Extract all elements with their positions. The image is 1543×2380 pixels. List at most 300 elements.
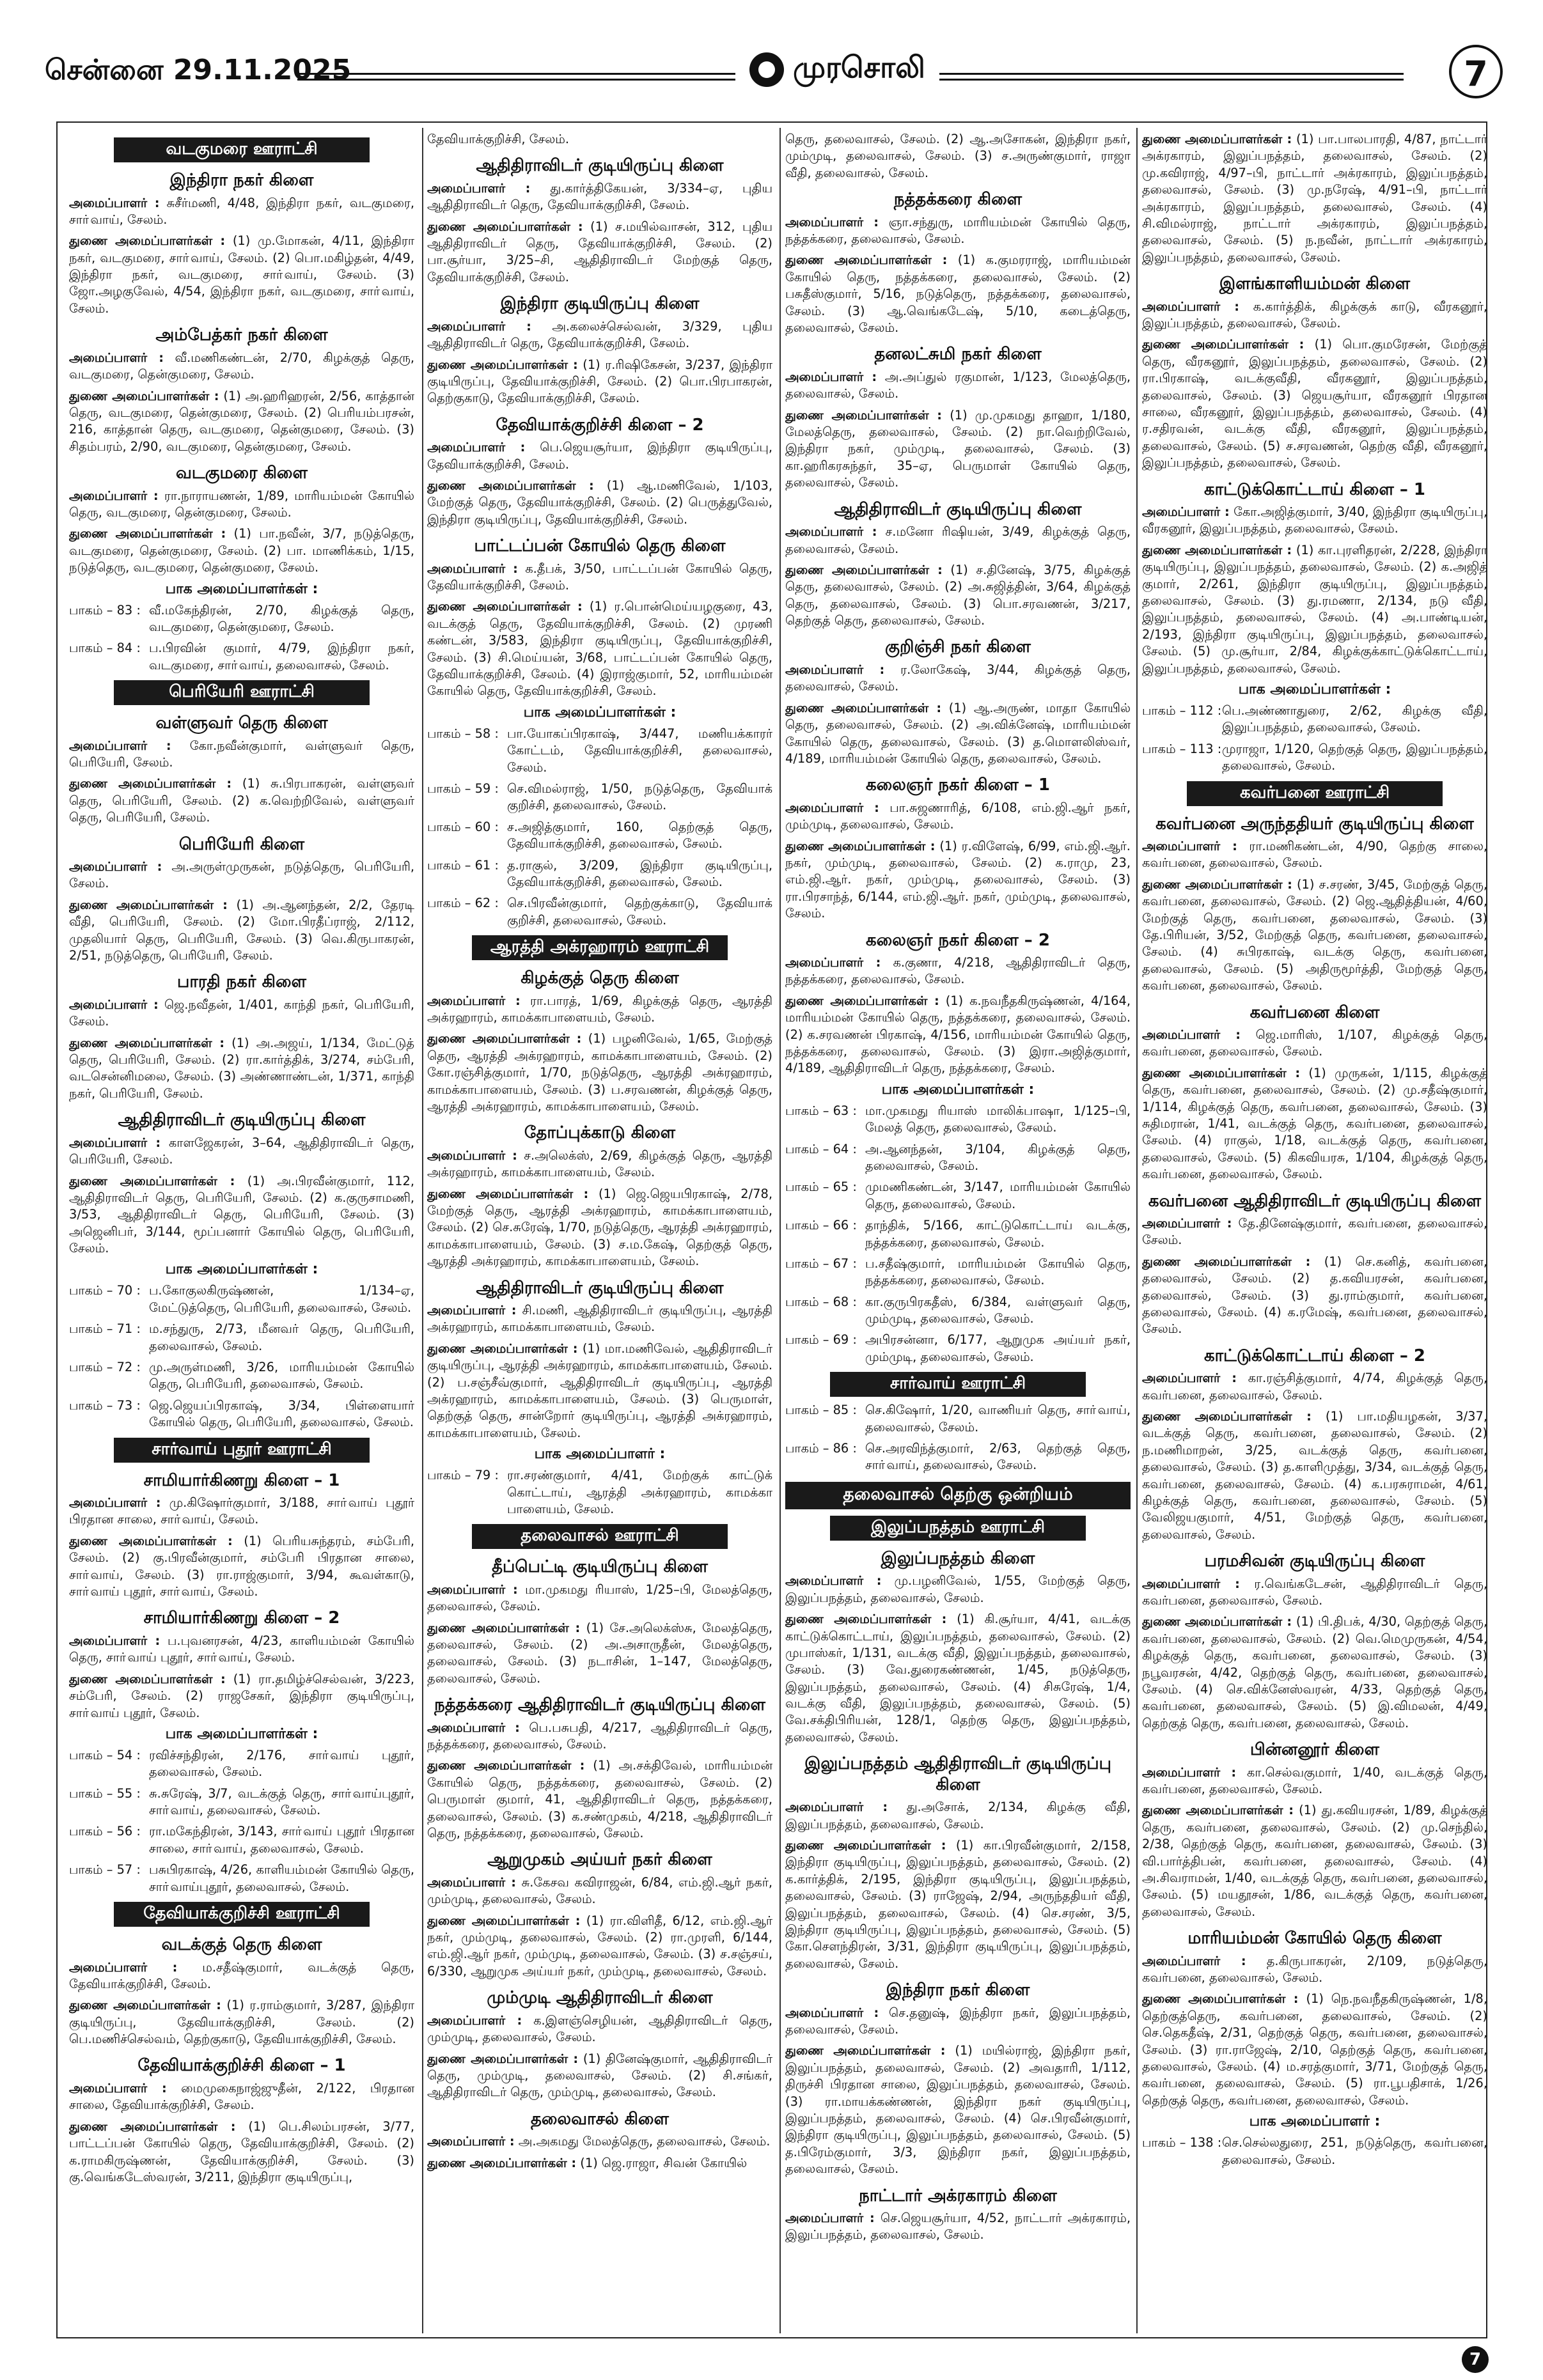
booth-text: தாந்திக், 5/166, காட்டுகொட்டாய் வடக்கு, நத்தக்கரை, தலைவாசல், சேலம். (865, 1218, 1131, 1250)
booth-label: பாகம் – 73 : (69, 1397, 141, 1413)
branch-heading: தேவியாக்குறிச்சி கிளை – 1 (137, 2056, 346, 2076)
branch-heading: கிழக்குத் தெரு கிளை (521, 968, 679, 988)
branch-heading: இந்திரா குடியிருப்பு கிளை (500, 294, 700, 314)
entry (69, 233, 414, 317)
booth-label: பாகம் – 72 : (69, 1360, 141, 1375)
entry-text: (1) ச.தினேஷ், 3/75, கிழக்குத் தெரு, தலைவாசல், சேலம். (2) அ.சுஜித்தின், 3/64, கிழக்குத் தெரு, தலைவாசல், சேலம். (3) பொ.சரவணன், 3/217, தெற்குத் தெரு, தலைவாசல், சேலம். (785, 562, 1131, 628)
role-label: துணை அமைப்பாளர்கள் : (427, 2155, 577, 2170)
entry-text: (1) அ.பிரவீன்குமார், 112, ஆதிதிராவிடர் தெரு, பெரியேரி, சேலம். (2) க.குருசாமணி, 3/53, ஆதிதிராவிடர் தெரு, பெரியேரி, சேலம். (3) அஜெனிபர், 3/144, மூப்பனார் கோயில் தெரு, பெரியேரி, சேலம். (69, 1173, 414, 1256)
entry-text: ச.அலெக்ஸ், 2/69, கிழக்குத் தெரு, ஆரத்தி அக்ரஹாரம், காமக்காபாளையம், சேலம். (427, 1147, 772, 1180)
entry (1142, 876, 1487, 995)
booth-label: பாகம் – 57 : (69, 1862, 141, 1878)
entry-text: ஜெ.நவீதன், 1/401, காந்தி நகர், பெரியேரி, சேலம். (69, 997, 414, 1029)
role-label: துணை அமைப்பாளர்கள் : (69, 897, 228, 912)
column-divider (1136, 128, 1138, 2333)
role-label: துணை அமைப்பாளர்கள் : (69, 1035, 225, 1050)
entry-text: வீ.மணிகண்டன், 2/70, கிழக்குத் தெரு, வடகுமரை, தென்குமரை, சேலம். (69, 350, 414, 382)
role-label: துணை அமைப்பாளர்கள் : (785, 993, 939, 1008)
role-label: அமைப்பாளர் : (1142, 1764, 1237, 1780)
section-subheading: பாக அமைப்பாளர்கள் : (881, 1081, 1035, 1098)
role-label: துணை அமைப்பாளர்கள் : (427, 1186, 589, 1201)
branch-heading: தீப்பெட்டி குடியிருப்பு கிளை (492, 1557, 708, 1577)
booth-entry (69, 1282, 414, 1316)
entry (785, 524, 1131, 557)
entry-text: (1) க.நவநீதகிருஷ்ணன், 4/164, மாரியம்மன் கோயில் தெரு, நத்தக்கரை, தலைவாசல், சேலம். (2) க.சரவணன் பிரகாஷ், 4/156, மாரியம்மன் கோயில் தெரு, நத்தக்கரை, தலைவாசல், சேலம். (3) இரா.அஜித்குமார், 4/189, ஆதிதிராவிடர் தெரு, நத்தக்கரை, சேலம். (785, 993, 1131, 1076)
entry (785, 1799, 1131, 1833)
role-label: அமைப்பாளர் : (427, 1147, 517, 1163)
booth-entry (69, 602, 414, 636)
entry (1142, 299, 1487, 332)
role-label: அமைப்பாளர் : (1142, 1576, 1240, 1591)
booth-entry (785, 1141, 1131, 1175)
entry-text: கா.செல்வகுமார், 1/40, வடக்குத் தெரு, கவர்பனை, தலைவாசல், சேலம். (1142, 1764, 1487, 1797)
role-label: அமைப்பாளர் : (1142, 299, 1240, 314)
booth-entry (785, 1440, 1131, 1474)
entry (427, 561, 772, 595)
entry-text: அ.அகமது மேலத்தெரு, தலைவாசல், சேலம். (518, 2134, 771, 2149)
booth-text: முராஜா, 1/120, தெற்குத் தெரு, இலுப்பநத்தம், தலைவாசல், சேலம். (1222, 741, 1487, 774)
booth-label: பாகம் – 60 : (427, 819, 499, 834)
panchayat-heading: தேவியாக்குறிச்சி ஊராட்சி (114, 1902, 370, 1927)
booth-label: பாகம் – 59 : (427, 781, 499, 796)
entry (785, 1611, 1131, 1746)
entry (427, 1186, 772, 1270)
entry-text: கோ.அஜித்குமார், 3/40, இந்திரா குடியிருப்பு, வீரகனூர், இலுப்பநத்தம், தலைவாசல், சேலம். (1142, 504, 1487, 536)
booth-text: த.ராகுல், 3/209, இந்திரா குடியிருப்பு, தேவியாக்குறிச்சி, தலைவாசல், சேலம். (507, 857, 772, 889)
booth-label: பாகம் – 79 : (427, 1468, 499, 1483)
booth-entry (69, 1747, 414, 1781)
entry (785, 2042, 1131, 2177)
entry-text: சி.மணி, ஆதிதிராவிடர் குடியிருப்பு, ஆரத்தி அக்ரஹாரம், காமக்காபாளையம், சேலம். (427, 1303, 772, 1335)
entry (1142, 1408, 1487, 1543)
entry (69, 1135, 414, 1169)
entry (427, 2155, 772, 2172)
booth-entry (69, 640, 414, 674)
entry-text: (1) சே.அலெக்ஸ்சு, மேலத்தெரு, தலைவாசல், சேலம். (2) அ.அசாருதீன், மேலத்தெரு, தலைவாசல், சேலம். (3) நடாசின், 1–147, மேலத்தெரு, தலைவாசல், சேலம். (427, 1620, 772, 1686)
booth-label: பாகம் – 58 : (427, 726, 499, 741)
entry (69, 1671, 414, 1722)
panchayat-heading: சார்வாய் ஊராட்சி (830, 1372, 1086, 1397)
entry (1142, 1254, 1487, 1338)
entry-text: (1) ஜெ.ஜெயபிரகாஷ், 2/78, மேற்குத் தெரு, ஆரத்தி அக்ரஹாரம், காமக்காபாளையம், சேலம். (2) செ.சுரேஷ், 1/70, நடுத்தெரு, ஆரத்தி அக்ரஹாரம், காமக்காபாளையம், சேலம். (3) ச.ம.கேஷ், தெற்குத் தெரு, ஆரத்தி அக்ரஹாரம், காமக்காபாளையம், சேலம். (427, 1186, 772, 1269)
booth-text: ரா.மகேந்திரன், 3/143, சாா்வாய் புதூர் பிரதான சாலை, சாா்வாய், தலைவாசல், சேலம். (149, 1824, 414, 1856)
booth-text: மா.முகமது ரியாஸ் மாலிக்பாஷா, 1/125–பி, மேலத் தெரு, தலைவாசல், சேலம். (865, 1103, 1131, 1135)
booth-entry (785, 1294, 1131, 1328)
entry (1142, 1802, 1487, 1920)
booth-text: ச.அஜித்குமார், 160, தெற்குத் தெரு, தேவியாக்குறிச்சி, தலைவாசல், சேலம். (507, 819, 772, 852)
entry-text: (1) அ.சக்திவேல், மாரியம்மன் கோயில் தெரு, நத்தக்கரை, தலைவாசல், சேலம். (2) பெருமாள் குமார், 41, ஆதிதிராவிடர் தெரு, நத்தக்கரை, தலைவாசல், சேலம். (3) க.சண்முகம், 4/218, ஆதிதிராவிடர் தெரு, நத்தக்கரை, தலைவாசல், சேலம். (427, 1758, 772, 1841)
entry-text: (1) அ.அஜய், 1/134, மேட்டுத் தெரு, பெரியேரி, சேலம். (2) ரா.கார்த்திக், 3/274, சம்பேரி, வடசென்னிமலை, சேலம். (3) அண்ணாண்டன், 1/371, காந்தி நகர், பெரியேரி, சேலம். (69, 1035, 414, 1101)
entry-text: (1) நெ.நவநீதகிருஷ்ணன், 1/8, தெற்குத்தெரு, கவர்பனை, தலைவாசல், சேலம். (2) செ.தெகதீஷ், 2/31, தெற்குத் தெரு, கவர்பனை, தலைவாசல், சேலம். (3) ரா.ராஜேஷ், 2/10, தெற்குத் தெரு, கவர்பனை, தலைவாசல், சேலம். (4) ம.சரத்குமார், 3/71, மேற்குத் தெரு, கவர்பனை, தலைவாசல், சேலம். (5) ரா.பூபதிசாக், 1/26, தெற்குத் தெரு, கவர்பனை, தலைவாசல், சேலம். (1142, 1991, 1487, 2108)
branch-heading: மாரியம்மன் கோயில் தெரு கிளை (1187, 1929, 1442, 1948)
branch-heading: வடகுமரை கிளை (176, 463, 308, 483)
entry (1142, 838, 1487, 872)
booth-entry (69, 1862, 414, 1895)
branch-heading: மும்முடி ஆதிதிராவிடர் கிளை (487, 1988, 713, 2008)
newspaper-logo-icon (749, 52, 784, 87)
entry (69, 1173, 414, 1257)
role-label: துணை அமைப்பாளர்கள் : (1142, 132, 1292, 146)
entry (69, 350, 414, 384)
branch-heading: தனலட்சுமி நகர் கிளை (874, 345, 1042, 364)
masthead (45, 45, 1503, 102)
role-label: அமைப்பாளர் : (785, 2005, 879, 2020)
role-label: அமைப்பாளர் : (427, 2012, 522, 2028)
role-label: அமைப்பாளர் : (427, 1720, 520, 1735)
entry (427, 1341, 772, 1442)
role-label: அமைப்பாளர் : (785, 524, 877, 540)
entry (1142, 1576, 1487, 1610)
role-label: துணை அமைப்பாளர்கள் : (1142, 1991, 1299, 2007)
entry (785, 2210, 1131, 2244)
role-label: துணை அமைப்பாளர்கள் : (69, 526, 226, 541)
booth-text: பெ.அண்ணாதுரை, 2/62, கிழக்கு வீதி, இலுப்பநத்தம், தலைவாசல், சேலம். (1222, 703, 1487, 735)
role-label: துணை அமைப்பாளர்கள் : (69, 233, 226, 249)
booth-label: பாகம் – 66 : (785, 1218, 857, 1233)
entry-text: ம.சதீஷ்குமார், வடக்குத் தெரு, தேவியாக்குறிச்சி, சேலம். (69, 1959, 414, 1991)
role-label: அமைப்பாளர் : (69, 859, 162, 875)
role-label: அமைப்பாளர் : (785, 955, 881, 970)
role-label: துணை அமைப்பாளர்கள் : (785, 1838, 946, 1853)
entry-text: (1) க.குமரராஜ், மாரியம்மன் கோயில் தெரு, நத்தக்கரை, தலைவாசல், சேலம். (2) பசுதீஸ்குமார், 5/16, நடுத்தெரு, நத்தக்கரை, தலைவாசல், சேலம். (3) ஆ.வெங்கடேஷ், 5/10, கடைத்தெரு, தலைவாசல், சேலம். (785, 253, 1131, 336)
entry (69, 859, 414, 892)
booth-text: அபிரசன்னா, 6/177, ஆறுமுக அய்யர் நகர், மும்முடி, தலைவாசல், சேலம். (865, 1332, 1131, 1364)
booth-text: வீ.மகேந்திரன், 2/70, கிழக்குத் தெரு, வடகுமரை, தென்குமரை, சேலம். (149, 602, 414, 634)
entry-text: ச.மனோ ரிஷியன், 3/49, கிழக்குத் தெரு, தலைவாசல், சேலம். (785, 524, 1131, 556)
branch-heading: காட்டுக்கொட்டாய் கிளை – 2 (1203, 1346, 1426, 1365)
entry (785, 369, 1131, 403)
entry (427, 1031, 772, 1115)
booth-text: ரா.சரண்குமார், 4/41, மேற்குக் காட்டுக் கொட்டாய், ஆரத்தி அக்ரஹாரம், காமக்கா பாளையம், சேலம். (507, 1468, 772, 1516)
panchayat-heading: கவர்பனை ஊராட்சி (1187, 781, 1443, 806)
booth-entry (785, 1332, 1131, 1365)
entry (427, 2051, 772, 2101)
booth-entry (1142, 2135, 1487, 2168)
entry-text: க.தீபக், 3/50, பாட்டப்பன் கோயில் தெரு, தேவியாக்குறிச்சி, சேலம். (427, 561, 772, 593)
booth-entry (69, 1321, 414, 1355)
booth-entry (69, 1785, 414, 1819)
entry-text: செ.ஜெயசூர்யா, 4/52, நாட்டார் அக்ரகாரம், இலுப்பநத்தம், தலைவாசல், சேலம். (785, 2211, 1131, 2243)
booth-label: பாகம் – 85 : (785, 1403, 857, 1418)
entry-text: (1) பா.மதியழகன், 3/37, வடக்குத் தெரு, கவர்பனை, தலைவாசல், சேலம். (2) ந.மணிமாறன், 3/25, வடக்குத் தெரு, கவர்பனை, தலைவாசல், சேலம். (3) த.காளிமுத்து, 3/34, வடக்குத் தெரு, கவர்பனை, தலைவாசல், சேலம். (4) க.பரசுராமன், 4/61, கிழக்குத் தெரு, கவர்பனை, தலைவாசல், சேலம். (5) வேலிஜயகுமார், 4/51, மேற்குத் தெரு, கவர்பனை, தலைவாசல், சேலம். (1142, 1409, 1487, 1542)
entry (427, 478, 772, 528)
entry (427, 1620, 772, 1688)
entry (1142, 1027, 1487, 1061)
entry (785, 954, 1131, 988)
booth-label: பாகம் – 62 : (427, 896, 499, 911)
booth-entry (69, 1823, 414, 1857)
branch-heading: நத்தக்கரை ஆதிதிராவிடர் குடியிருப்பு கிளை (434, 1695, 765, 1715)
newspaper-name: முரசொலி (793, 50, 925, 84)
role-label: அமைப்பாளர் : (69, 488, 159, 503)
role-label: துணை அமைப்பாளர்கள் : (785, 253, 948, 268)
entry-text: தே.தினேஷ்குமார், கவர்பனை, தலைவாசல், சேலம். (1142, 1216, 1487, 1248)
entry-text: (1) து.கவியரசன், 1/89, கிழக்குத் தெரு, கவர்பனை, தலைவாசல், சேலம். (2) மு.செந்தில், 2/38, தெற்குத் தெரு, கவர்பனை, தலைவாசல், சேலம். (3) வி.பார்த்திபன், கவர்பனை, தலைவாசல், சேலம். (4) அ.சிவராமன், 1/40, வடக்குத் தெரு, கவர்பனை, தலைவாசல், சேலம். (5) மயதூசன், 1/86, வடக்குத் தெரு, கவர்பனை, தலைவாசல், சேலம். (1142, 1803, 1487, 1919)
entry (427, 357, 772, 407)
entry (785, 700, 1131, 768)
column-divider (779, 128, 781, 2333)
role-label: அமைப்பாளர் : (69, 738, 171, 753)
booth-entry (427, 781, 772, 814)
entry-text: (1) சு.பிரபாகரன், வள்ளுவர் தெரு, பெரியேரி, சேலம். (2) க.வெற்றிவேல், வள்ளுவர் தெரு, பெரியேரி, சேலம். (69, 776, 414, 825)
panchayat-heading: ஆரத்தி அக்ரஹாரம் ஊராட்சி (472, 935, 728, 960)
entry-text: (1) ர.ராம்குமார், 3/287, இந்திரா குடியிருப்பு, தேவியாக்குறிச்சி, சேலம். (2) பெ.மணிச்செல்வம், தெற்குகாடு, தேவியாக்குறிச்சி, சேலம். (69, 1998, 414, 2047)
entry-text: து.கார்த்திகேயன், 3/334–ஏ, புதிய ஆதிதிராவிடர் தெரு, தேவியாக்குறிச்சி, சேலம். (427, 180, 772, 213)
role-label: அமைப்பாளர் : (69, 1633, 161, 1648)
role-label: அமைப்பாளர் : (69, 1495, 161, 1511)
booth-entry (427, 895, 772, 929)
entry-text: தெரு, தலைவாசல், சேலம். (2) ஆ.அசோகன், இந்திரா நகர், மும்முடி, தலைவாசல், சேலம். (3) ச.அருண்குமார், ராஜா வீதி, தலைவாசல், சேலம். (785, 132, 1131, 180)
entry (69, 775, 414, 826)
panchayat-heading: சார்வாய் புதூர் ஊராட்சி (114, 1438, 370, 1463)
entry (69, 525, 414, 576)
entry-text: (1) செ.கனித், கவர்பனை, தலைவாசல், சேலம். (2) த.கவியரசன், கவர்பனை, தலைவாசல், சேலம். (3) து.ராம்குமார், கவர்பனை, தலைவாசல், சேலம். (4) க.ரமேஷ், கவர்பனை, தலைவாசல், சேலம். (1142, 1254, 1487, 1337)
entry (427, 2012, 772, 2046)
role-label: துணை அமைப்பாளர்கள் : (69, 1998, 221, 2013)
entry (427, 993, 772, 1027)
branch-heading: பெரியேரி கிளை (178, 834, 305, 854)
booth-label: பாகம் – 54 : (69, 1747, 141, 1762)
booth-entry (69, 1397, 414, 1431)
union-heading: தலைவாசல் தெற்கு ஒன்றியம் (785, 1482, 1131, 1509)
branch-heading: தோப்புக்காடு கிளை (524, 1123, 676, 1143)
branch-heading: வடக்குத் தெரு கிளை (161, 1935, 322, 1955)
entry (69, 2119, 414, 2186)
entry (427, 1874, 772, 1908)
entry (785, 1573, 1131, 1606)
entry (69, 2080, 414, 2114)
entry-text: கோ.நவீன்குமார், வள்ளுவர் தெரு, பெரியேரி, சேலம். (69, 738, 414, 770)
role-label: துணை அமைப்பாளர்கள் : (785, 700, 942, 715)
entry (69, 388, 414, 456)
entry-text: பா.சுஜணாரித், 6/108, எம்.ஜி.ஆர் நகர், மும்முடி, தலைவாசல், சேலம். (785, 800, 1131, 832)
article-column-1 (69, 131, 414, 2330)
branch-heading: ஆறுமுகம் அய்யர் நகர் கிளை (487, 1850, 712, 1870)
entry-text: து.அசோக், 2/134, கிழக்கு வீதி, இலுப்பநத்தம், தலைவாசல், சேலம். (785, 1800, 1131, 1832)
role-label: துணை அமைப்பாளர்கள் : (427, 1758, 585, 1773)
entry (427, 1913, 772, 1980)
booth-label: பாகம் – 70 : (69, 1283, 141, 1298)
role-label: அமைப்பாளர் : (1142, 1953, 1246, 1968)
role-label: துணை அமைப்பாளர்கள் : (785, 407, 943, 423)
booth-text: ஜெ.ஜெயப்பிரகாஷ், 3/34, பிள்ளையார் கோயில் தெரு, பெரியேரி, தலைவாசல், சேலம். (149, 1397, 414, 1430)
role-label: துணை அமைப்பாளர்கள் : (427, 357, 578, 372)
branch-heading: கலைஞர் நகர் கிளை – 2 (866, 930, 1050, 950)
booth-text: பசுபிரகாஷ், 4/26, காளியம்மன் கோயில் தெரு, சாா்வாய்புதூர், தலைவாசல், சேலம். (149, 1862, 414, 1894)
entry-text: (1) தினேஷ்குமார், ஆதிதிராவிடர் தெரு, மும்முடி, தலைவாசல், சேலம். (2) சி.சங்கர், ஆதிதிராவிடர் தெரு, மும்முடி, தலைவாசல், சேலம். (427, 2051, 772, 2100)
booth-entry (427, 857, 772, 891)
entry (785, 1837, 1131, 1972)
entry (69, 738, 414, 772)
booth-entry (785, 1179, 1131, 1213)
entry-text: மைமுகைநாஜ்ஜுதீன், 2/122, பிரதான சாலை, தேவியாக்குறிச்சி, சேலம். (69, 2080, 414, 2113)
booth-entry (427, 819, 772, 853)
branch-heading: வள்ளுவர் தெரு கிளை (155, 713, 328, 733)
entry (427, 180, 772, 214)
entry (69, 1997, 414, 2048)
entry (1142, 1215, 1487, 1249)
entry-text: (1) பெரியசுந்தரம், சம்பேரி, சேலம். (2) கு.பிரவீன்குமார், சம்பேரி பிரதான சாலை, சாா்வாய், சேலம். (3) ரா.ராஜ்குமார், 3/94, கூவள்காடு, சாா்வாய் புதூர், சாா்வாய், சேலம். (69, 1533, 414, 1599)
entry-text: ரா.பாரத், 1/69, கிழக்குத் தெரு, ஆரத்தி அக்ரஹாரம், காமக்காபாளையம், சேலம். (427, 993, 772, 1025)
entry (785, 838, 1131, 922)
booth-label: பாகம் – 65 : (785, 1179, 857, 1195)
role-label: அமைப்பாளர் : (69, 2080, 167, 2096)
branch-heading: இந்திரா நகர் கிளை (886, 1980, 1030, 2000)
entry-text: (1) ச.சரண், 3/45, மேற்குத் தெரு, கவர்பனை, தலைவாசல், சேலம். (2) ஜெ.ஆதித்தியன், 4/60, மேற்குத் தெரு, கவர்பனை, தலைவாசல், சேலம். (3) தே.பிரியன், 3/52, மேற்குத் தெரு, கவர்பனை, தலைவாசல், சேலம். (4) சுபிரகாஷ், வடக்கு தெரு, கவர்பனை, தலைவாசல், சேலம். (5) அதிருமூர்த்தி, மேற்குத் தெரு, கவர்பனை, தலைவாசல், சேலம். (1142, 876, 1487, 993)
role-label: அமைப்பாளர் : (1142, 1371, 1237, 1386)
section-subheading: பாக அமைப்பாளர்கள் : (523, 704, 677, 720)
role-label: அமைப்பாளர் : (1142, 1027, 1241, 1043)
role-label: அமைப்பாளர் : (1142, 839, 1237, 853)
booth-entry (785, 1256, 1131, 1289)
entry (1142, 336, 1487, 471)
entry (785, 800, 1131, 834)
entry-text: பெ.ஜெயசூர்யா, இந்திரா குடியிருப்பு, தேவியாக்குறிச்சி, சேலம். (427, 440, 772, 472)
panchayat-heading: வடகுமரை ஊராட்சி (114, 137, 370, 162)
booth-text: ப.சதீஷ்குமார், மாரியம்மன் கோயில் தெரு, நத்தக்கரை, தலைவாசல், சேலம். (865, 1256, 1131, 1288)
branch-heading: இந்திரா நகர் கிளை (169, 171, 314, 190)
booth-text: சு.சுரேஷ், 3/7, வடக்குத் தெரு, சாா்வாய்புதூர், சாா்வாய், தலைவாசல், சேலம். (149, 1785, 414, 1818)
booth-text: செ.விமல்ராஜ், 1/50, நடுத்தெரு, தேவியாக் குறிச்சி, தலைவாசல், சேலம். (507, 781, 772, 813)
booth-entry (427, 726, 772, 776)
entry-text: மா.முகமது ரியாஸ், 1/25–பி, மேலத்தெரு, தலைவாசல், சேலம். (427, 1582, 772, 1614)
booth-label: பாகம் – 138 : (1142, 2135, 1222, 2151)
page-number-badge: 7 (1449, 45, 1503, 98)
branch-heading: கவர்பனை அருந்ததியர் குடியிருப்பு கிளை (1155, 814, 1474, 834)
role-label: அமைப்பாளர் : (69, 1959, 178, 1975)
role-label: அமைப்பாளர் : (69, 195, 160, 210)
branch-heading: நத்தக்கரை கிளை (893, 190, 1022, 210)
branch-heading: ஆதிதிராவிடர் குடியிருப்பு கிளை (834, 499, 1082, 519)
booth-entry (69, 1359, 414, 1393)
entry (427, 318, 772, 352)
booth-entry (785, 1217, 1131, 1251)
role-label: அமைப்பாளர் : (427, 1874, 516, 1890)
entry (69, 1495, 414, 1528)
entry-text: (1) பெ.சிலம்பரசன், 3/77, பாட்டப்பன் கோயில் தெரு, தேவியாக்குறிச்சி, சேலம். (2) க.ராமகிருஷ்ணன், தேவியாக்குறிச்சி, சேலம். (3) கு.வெங்கடேஸ்வரன், 3/211, இந்திரா குடியிருப்பு, (69, 2119, 414, 2184)
branch-heading: சாமியார்கிணறு கிளை – 2 (143, 1608, 340, 1628)
footer-page-number: 7 (1462, 2346, 1489, 2373)
branch-heading: அம்பேத்கர் நகர் கிளை (155, 325, 328, 345)
branch-heading: சாமியார்கிணறு கிளை – 1 (143, 1470, 340, 1490)
role-label: துணை அமைப்பாளர்கள் : (69, 1173, 235, 1188)
role-label: துணை அமைப்பாளர்கள் : (1142, 1254, 1311, 1269)
branch-heading: நாட்டார் அக்ரகாரம் கிளை (859, 2186, 1057, 2205)
booth-text: ம.சந்துரு, 2/73, மீனவர் தெரு, பெரியேரி, தலைவாசல், சேலம். (149, 1321, 414, 1353)
entry (69, 1959, 414, 1993)
role-label: அமைப்பாளர் : (427, 2134, 515, 2149)
entry-text: மு.கிஷோர்குமார், 3/188, சாா்வாய் புதூர் பிரதான சாலை, சாா்வாய், சேலம். (69, 1495, 414, 1527)
entry (1142, 1065, 1487, 1183)
entry-text: (1) அ.ஹரிஹரன், 2/56, காத்தான் தெரு, வடகுமரை, தென்குமரை, சேலம். (2) பெரியம்பரசன், 216, காத்தான் தெரு, வடகுமரை, தென்குமரை, சேலம். (3) சிதம்பரம், 2/90, வடகுமரை, தென்குமரை, சேலம். (69, 388, 414, 454)
role-label: துணை அமைப்பாளர்கள் : (427, 1913, 581, 1928)
role-label: துணை அமைப்பாளர்கள் : (785, 2043, 946, 2058)
entry-text: த.கிருபாகரன், 2/109, நடுத்தெரு, கவர்பனை, தலைவாசல், சேலம். (1142, 1953, 1487, 1986)
role-label: அமைப்பாளர் : (427, 440, 526, 455)
role-label: துணை அமைப்பாளர்கள் : (427, 219, 583, 234)
entry-text: ர.வெங்கடேசன், ஆதிதிராவிடர் தெரு, கவர்பனை, தலைவாசல், சேலம். (1142, 1576, 1487, 1608)
entry-text: (1) கா.பிரவீன்குமார், 2/158, இந்திரா குடியிருப்பு, இலுப்பநத்தம், தலைவாசல், சேலம். (2) க.கார்த்திக், 2/195, இந்திரா குடியிருப்பு, இலுப்பநத்தம், தலைவாசல், சேலம். (3) ராஜேஷ், 2/94, அருந்ததியர் வீதி, இலுப்பநத்தம், தலைவாசல், சேலம். (4) செ.சரண், 3/5, இந்திரா குடியிருப்பு, இலுப்பநத்தம், தலைவாசல், சேலம். (5) கோ.செளந்திரன், 3/31, இந்திரா குடியிருப்பு, இலுப்பநத்தம், தலைவாசல், சேலம். (785, 1838, 1131, 1971)
role-label: அமைப்பாளர் : (785, 369, 877, 384)
section-subheading: பாக அமைப்பாளர்கள் : (165, 580, 318, 597)
entry (427, 219, 772, 286)
booth-label: பாகம் – 112 : (1142, 703, 1222, 718)
entry-text: (1) மயில்ராஜ், இந்திரா நகர், இலுப்பநத்தம், தலைவாசல், சேலம். (2) அவதாரி, 1/112, திருச்சி பிரதான சாலை, இலுப்பநத்தம், தலைவாசல், சேலம். (3) ரா.மாயக்கண்ணன், இந்திரா நகர் குடியிருப்பு, இலுப்பநத்தம், தலைவாசல், சேலம். (4) செ.பிரவீன்குமார், இந்திரா குடியிருப்பு, இலுப்பநத்தம், தலைவாசல், சேலம். (5) த.பிரேம்குமார், 3/3, இந்திரா நகர், இலுப்பநத்தம், தலைவாசல், சேலம். (785, 2043, 1131, 2177)
entry-text: (1) பழனிவேல், 1/65, மேற்குத் தெரு, ஆரத்தி அக்ரஹாரம், காமக்காபாளையம், சேலம். (2) கோ.ரஞ்சித்குமார், 1/70, நடுத்தெரு, ஆரத்தி அக்ரஹாரம், காமக்காபாளையம், சேலம். (3) ப.சரவணன், கிழக்குத் தெரு, ஆரத்தி அக்ரஹாரம், காமக்காபாளையம், சேலம். (427, 1031, 772, 1114)
role-label: அமைப்பாளர் : (427, 180, 531, 196)
entry (427, 1720, 772, 1754)
entry-text: க.குணா, 4/218, ஆதிதிராவிடர் தெரு, நத்தக்கரை, தலைவாசல், சேலம். (785, 955, 1131, 987)
entry-text: அ.கலைச்செல்வன், 3/329, புதிய ஆதிதிராவிடர் தெரு, தேவியாக்குறிச்சி, சேலம். (427, 318, 772, 351)
entry-text: அ.அருள்முருகன், நடுத்தெரு, பெரியேரி, சேலம். (69, 859, 414, 891)
entry-text: (1) மு.முகமது தாஹா, 1/180, மேலத்தெரு, தலைவாசல், சேலம். (2) நா.வெற்றிவேல், இந்திரா நகர், மும்முடி, தலைவாசல், சேலம். (3) கா.ஹரிகரசுந்தர், 35–ஏ, பெருமாள் கோயில் தெரு, தலைவாசல், சேலம். (785, 407, 1131, 490)
entry-text: கா.ரஞ்சித்குமார், 4/74, கிழக்குத் தெரு, கவர்பனை, தலைவாசல், சேலம். (1142, 1371, 1487, 1403)
role-label: அமைப்பாளர் : (69, 1135, 161, 1150)
booth-text: ப.கோகுலகிருஷ்ணன், 1/134–ஏ, மேட்டுத்தெரு, பெரியேரி, தலைவாசல், சேலம். (149, 1283, 414, 1315)
entry (69, 1633, 414, 1667)
entry (1142, 1614, 1487, 1732)
booth-label: பாகம் – 84 : (69, 641, 141, 656)
booth-label: பாகம் – 64 : (785, 1141, 857, 1156)
entry (1142, 504, 1487, 538)
entry-text: (1) ஆ.அருண், மாதா கோயில் தெரு, தலைவாசல், சேலம். (2) அ.விக்னேஷ், மாரியம்மன் கோயில் தெரு, தலைவாசல், சேலம். (3) த.மொளலிஸ்வர், 4/189, மாரியம்மன் கோயில் தெரு, தலைவாசல், சேலம். (785, 700, 1131, 766)
role-label: துணை அமைப்பாளர்கள் : (785, 838, 936, 853)
role-label: துணை அமைப்பாளர்கள் : (1142, 1065, 1301, 1080)
booth-entry (785, 1402, 1131, 1436)
branch-heading: பாரதி நகர் கிளை (176, 972, 307, 992)
entry-text: (1) ர.ரிஷிகேசன், 3/237, இந்திரா குடியிருப்பு, தேவியாக்குறிச்சி, சேலம். (2) பொ.பிரபாகரன், தெற்குகாடு, தேவியாக்குறிச்சி, சேலம். (427, 357, 772, 406)
entry-text: ரா.மணிகண்டன், 4/90, தெற்கு சாலை, கவர்பனை, தலைவாசல், சேலம். (1142, 839, 1487, 871)
booth-text: ரவிச்சந்திரன், 2/176, சாா்வாய் புதூர், தலைவாசல், சேலம். (149, 1747, 414, 1780)
booth-text: மு.அருள்மணி, 3/26, மாரியம்மன் கோயில் தெரு, பெரியேரி, தலைவாசல், சேலம். (149, 1360, 414, 1392)
role-label: அமைப்பாளர் : (1142, 504, 1230, 520)
entry (427, 598, 772, 699)
entry-text: (1) பா.பாலபாரதி, 4/87, நாட்டார் அக்ரகாரம், இலுப்பநத்தம், தலைவாசல், சேலம். (2) மு.கவிராஜ், 4/97–பி, நாட்டார் அக்ரகாரம், இலுப்பநத்தம், தலைவாசல், சேலம். (3) மு.நரேஷ், 4/91–பி, நாட்டார் அக்ரகாரம், இலுப்பநத்தம், தலைவாசல், சேலம். (4) சி.விமல்ராஜ், நாட்டார் அக்ரகாரம், இலுப்பநத்தம், தலைவாசல், சேலம். (5) ந.நவீன், நாட்டார் அக்ரகாரம், இலுப்பநத்தம், தலைவாசல், சேலம். (1142, 132, 1487, 265)
role-label: துணை அமைப்பாளர்கள் : (1142, 1803, 1294, 1818)
role-label: அமைப்பாளர் : (427, 1303, 517, 1318)
section-subheading: பாக அமைப்பாளர்கள் : (165, 1261, 318, 1278)
role-label: துணை அமைப்பாளர்கள் : (427, 478, 594, 493)
entry-text: (1) ஜெ.ராஜா, சிவன் கோயில் (580, 2155, 748, 2170)
role-label: அமைப்பாளர் : (69, 350, 164, 365)
newspaper-brand (735, 50, 939, 89)
booth-text: அ.ஆனந்தன், 3/104, கிழக்குத் தெரு, தலைவாசல், சேலம். (865, 1141, 1131, 1173)
entry (427, 1757, 772, 1842)
booth-label: பாகம் – 61 : (427, 857, 499, 873)
booth-text: கா.குருபிரகதீஸ், 6/384, வள்ளுவர் தெரு, மும்முடி, தலைவாசல், சேலம். (865, 1294, 1131, 1326)
issue-date: சென்னை 29.11.2025 (45, 54, 352, 86)
role-label: அமைப்பாளர் : (1142, 1216, 1232, 1231)
entry-text: (1) ச.மயில்வாசன், 312, புதிய ஆதிதிராவிடர் தெரு, தேவியாக்குறிச்சி, சேலம். (2) பா.சூர்யா, 3/25–சி, ஆதிதிராவிடர் மேற்குத் தெரு, தேவியாக்குறிச்சி, சேலம். (427, 219, 772, 284)
branch-heading: ஆதிதிராவிடர் குடியிருப்பு கிளை (476, 156, 724, 176)
role-label: அமைப்பாளர் : (427, 1582, 518, 1597)
entry-text: ப.புவனரசன், 4/23, காளியம்மன் கோயில் தெரு, சாா்வாய் புதூர், சாா்வாய், சேலம். (69, 1633, 414, 1665)
branch-heading: பரமசிவன் குடியிருப்பு கிளை (1204, 1552, 1425, 1571)
entry-text: க.கார்த்திக், கிழக்குக் காடு, வீரகனூர், இலுப்பநத்தம், தலைவாசல், சேலம். (1142, 299, 1487, 331)
branch-heading: காட்டுக்கொட்டாய் கிளை – 1 (1203, 479, 1426, 499)
booth-label: பாகம் – 83 : (69, 602, 141, 618)
entry (69, 897, 414, 965)
branch-heading: இலுப்பநத்தம் கிளை (881, 1548, 1035, 1568)
entry (785, 662, 1131, 696)
booth-label: பாகம் – 68 : (785, 1294, 857, 1309)
entry (427, 2133, 772, 2150)
entry-text: (1) கா.புரளிதரன், 2/228, இந்திரா குடியிருப்பு, இலுப்பநத்தம், தலைவாசல், சேலம். (2) க.அஜித் குமார், 2/261, இந்திரா குடியிருப்பு, இலுப்பநத்தம், தலைவாசல், சேலம். (3) து.ரமணா, 2/134, நடு வீதி, இலுப்பநத்தம், தலைவாசல், சேலம். (4) அ.பாண்டியன், 2/193, இந்திரா குடியிருப்பு, இலுப்பநத்தம், தலைவாசல், சேலம். (5) மு.சூர்யா, 2/84, கிழக்குக்காட்டுக்கொட்டாய், இலுப்பநத்தம், தலைவாசல், சேலம். (1142, 542, 1487, 676)
entry-text: (1) முருகன், 1/115, கிழக்குத் தெரு, கவர்பனை, தலைவாசல், சேலம். (2) மு.சதீஷ்குமார், 1/114, கிழக்குத் தெரு, கவர்பனை, தலைவாசல், சேலம். (3) சுதிமரான், 1/41, வடக்குத் தெரு, கவர்பனை, தலைவாசல், சேலம். (4) ராகுல், 1/18, வடக்குத் தெரு, கவர்பனை, தலைவாசல், சேலம். (5) கிகவியரசு, 1/104, கிழக்குத் தெரு, கவர்பனை, தலைவாசல், சேலம். (1142, 1065, 1487, 1182)
role-label: துணை அமைப்பாளர்கள் : (427, 2051, 579, 2066)
entry (427, 1147, 772, 1181)
role-label: துணை அமைப்பாளர்கள் : (1142, 337, 1304, 352)
